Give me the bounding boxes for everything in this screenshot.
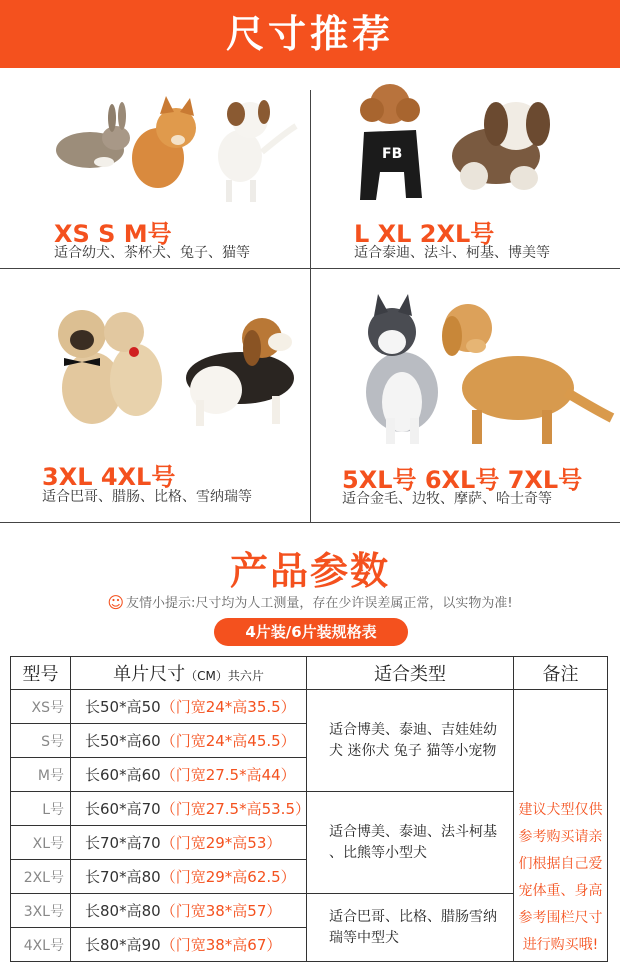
size-group-label: 5XL号 6XL号 7XL号 <box>342 466 583 494</box>
header-size: 型号 <box>11 657 71 690</box>
header-note: 备注 <box>514 657 608 690</box>
row-type: 适合博美、泰迪、法斗柯基 、比熊等小型犬 <box>307 792 514 894</box>
tip-text: 友情小提示:尺寸均为人工测量，存在少许误差属正常，以实物为准! <box>126 596 513 611</box>
product-params-title: 产品参数 <box>229 549 390 593</box>
size-group-desc: 适合幼犬、茶杯犬、兔子、猫等 <box>54 245 250 261</box>
size-group-desc: 适合泰迪、法斗、柯基、博美等 <box>354 245 550 261</box>
row-dim: 长50*高50（门宽24*高35.5） <box>71 690 307 724</box>
row-dim: 长60*高70（门宽27.5*高53.5） <box>71 792 307 826</box>
row-type: 适合博美、泰迪、吉娃娃幼犬 迷你犬 兔子 猫等小宠物 <box>307 690 514 792</box>
toy-dogs-illustration <box>346 80 566 208</box>
row-dim: 长80*高80（门宽38*高57） <box>71 894 307 928</box>
spec-table-label: 4片装/6片装规格表 <box>214 618 408 646</box>
size-group-label: 3XL 4XL号 <box>42 463 176 491</box>
row-dim: 长80*高90（门宽38*高67） <box>71 928 307 962</box>
medium-dogs-illustration <box>40 300 302 430</box>
grid-divider <box>0 522 620 523</box>
row-size: S号 <box>11 724 71 758</box>
row-size: M号 <box>11 758 71 792</box>
measurement-tip <box>0 592 620 612</box>
row-dim: 长70*高70（门宽29*高53） <box>71 826 307 860</box>
spec-table <box>10 656 608 962</box>
table-row <box>11 690 608 724</box>
large-dogs-illustration <box>346 292 616 448</box>
svg-text:FB: FB <box>382 146 403 162</box>
row-size: 2XL号 <box>11 860 71 894</box>
row-dim: 长70*高80（门宽29*高62.5） <box>71 860 307 894</box>
row-dim: 长50*高60（门宽24*高45.5） <box>71 724 307 758</box>
grid-divider <box>310 90 311 522</box>
size-group-desc: 适合巴哥、腊肠、比格、雪纳瑞等 <box>42 489 252 505</box>
row-size: 4XL号 <box>11 928 71 962</box>
note-cell: 建议犬型仅供参考购买请亲们根据自己爱宠体重、身高参考围栏尺寸进行购买哦! <box>514 690 608 962</box>
smile-icon: ☺ <box>107 593 125 612</box>
small-pets-illustration <box>28 92 300 204</box>
header-type: 适合类型 <box>307 657 514 690</box>
row-size: XS号 <box>11 690 71 724</box>
row-size: XL号 <box>11 826 71 860</box>
row-dim: 长60*高60（门宽27.5*高44） <box>71 758 307 792</box>
size-group-label: XS S M号 <box>54 220 172 248</box>
row-type: 适合巴哥、比格、腊肠雪纳瑞等中型犬 <box>307 894 514 962</box>
table-header-row <box>11 657 608 690</box>
size-group-label: L XL 2XL号 <box>354 220 495 248</box>
row-size: 3XL号 <box>11 894 71 928</box>
row-size: L号 <box>11 792 71 826</box>
size-recommend-banner: 尺寸推荐 <box>0 0 620 68</box>
header-dim: 单片尺寸（CM）共六片 <box>71 657 307 690</box>
size-group-desc: 适合金毛、边牧、摩萨、哈士奇等 <box>342 491 552 507</box>
